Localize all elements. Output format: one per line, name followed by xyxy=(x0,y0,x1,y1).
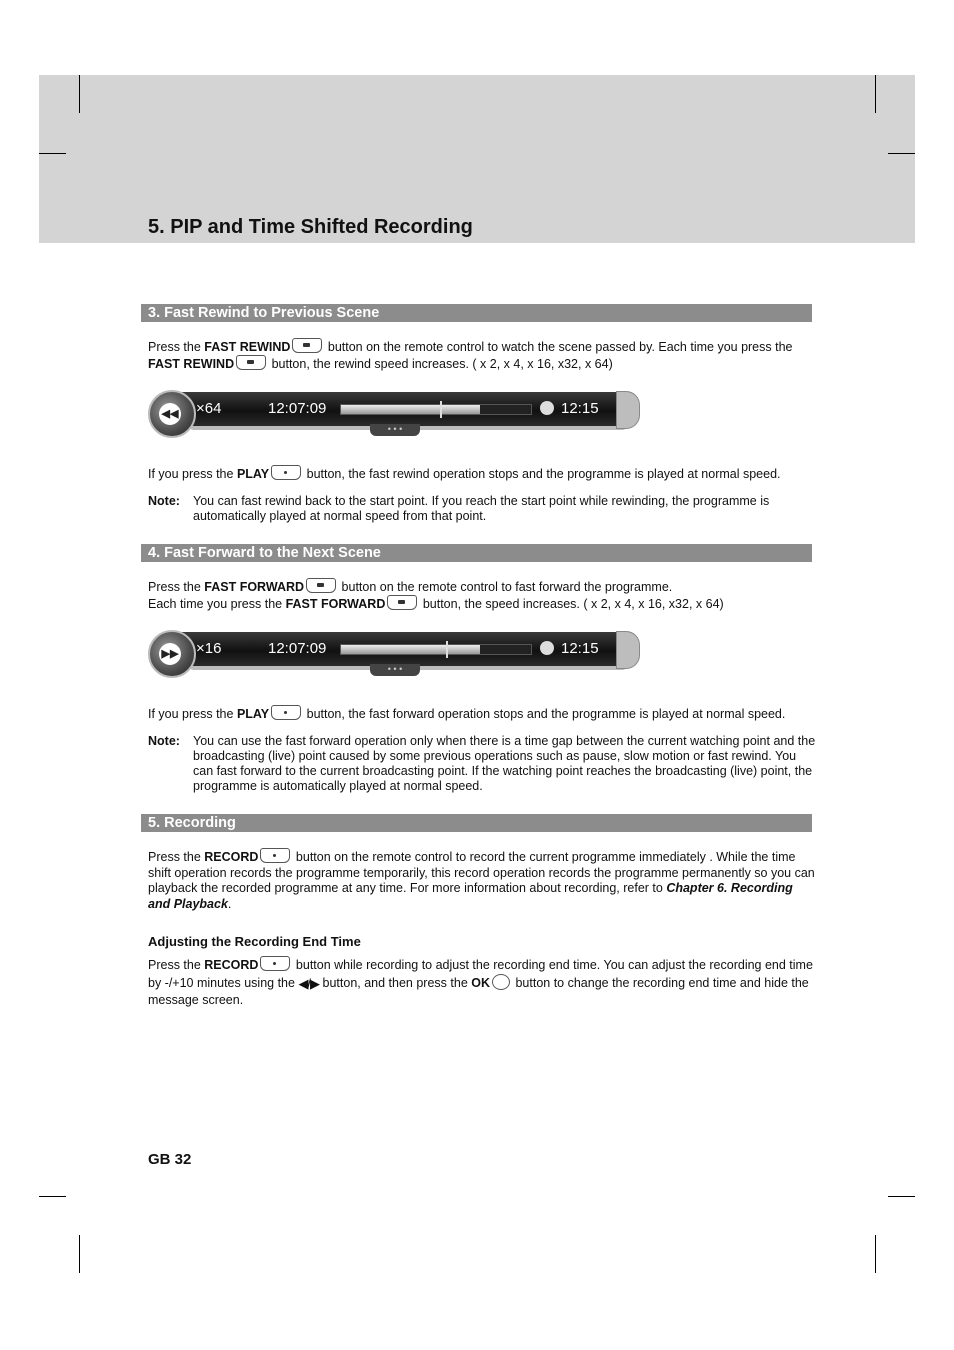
crop-mark xyxy=(39,1196,66,1197)
osd-current-time: 12:07:09 xyxy=(268,640,327,657)
record-button-icon xyxy=(260,848,290,863)
ok-button-icon xyxy=(492,974,510,990)
forward-paragraph: Press the FAST FORWARD button on the remote control to fast forward the programme. Each time you press the FAST FORWARD button, the speed increases. ( x 2, x 4, x 16, x32, x 64) xyxy=(148,580,724,611)
crop-mark xyxy=(79,1235,80,1273)
page-number: GB 32 xyxy=(148,1151,192,1168)
clock-icon xyxy=(540,401,554,415)
crop-mark xyxy=(79,75,80,113)
section-heading-forward: 4. Fast Forward to the Next Scene xyxy=(141,544,812,562)
section-heading-recording: 5. Recording xyxy=(141,814,812,832)
left-right-arrow-icon: ◀/▶ xyxy=(298,976,320,991)
crop-mark xyxy=(888,153,915,154)
play-button-icon xyxy=(271,705,301,720)
osd-progress xyxy=(340,404,532,415)
recording-paragraph: Press the RECORD button on the remote control to record the current programme immediately . While the time shift operation records the programme temporarily, this record operation records the programme permanently so you can playback the recorded programme at any time. For more information about recording, refer to Chapter 6. Recording and Playback. xyxy=(148,850,815,911)
fast-forward-button-icon xyxy=(387,595,417,610)
fast-rewind-button-icon xyxy=(292,338,322,353)
record-button-icon xyxy=(260,956,290,971)
crop-mark xyxy=(888,1196,915,1197)
section-heading-rewind: 3. Fast Rewind to Previous Scene xyxy=(141,304,812,322)
crop-mark xyxy=(875,75,876,113)
osd-tab: • • • xyxy=(370,664,420,676)
recording-subheading: Adjusting the Recording End Time xyxy=(148,934,361,949)
page-title: 5. PIP and Time Shifted Recording xyxy=(148,216,473,238)
osd-end-time: 12:15 xyxy=(561,640,599,657)
osd-current-time: 12:07:09 xyxy=(268,400,327,417)
osd-end-time: 12:15 xyxy=(561,400,599,417)
osd-tab: • • • xyxy=(370,424,420,436)
fast-forward-button-icon xyxy=(306,578,336,593)
forward-play-paragraph: If you press the PLAY button, the fast forward operation stops and the programme is played at normal speed. xyxy=(148,707,786,721)
play-button-icon xyxy=(271,465,301,480)
fast-forward-icon: ▶▶ xyxy=(148,630,196,678)
crop-mark xyxy=(39,153,66,154)
adjust-end-time-paragraph: Press the RECORD button while recording to adjust the recording end time. You can adjust the recording end time by -/+10 minutes using the ◀/▶ button, and then press the OK button to change the recording end time and hide the message screen. xyxy=(148,958,813,1007)
osd-progress xyxy=(340,644,532,655)
forward-note: Note: You can use the fast forward operation only when there is a time gap between the current watching point and the broadcasting (live) point caused by some previous operations such as pause, slow motion or fast rewind. You can fast forward to the current broadcasting point. If the watching point reaches the broadcasting (live) point, the programme is automatically played at normal speed. xyxy=(148,734,816,793)
rewind-note: Note: You can fast rewind back to the start point. If you reach the start point while rewinding, the programme is automatically played at normal speed from that point. xyxy=(148,494,770,523)
osd-speed: ×64 xyxy=(196,400,222,417)
crop-mark xyxy=(875,1235,876,1273)
rewind-icon: ◀◀ xyxy=(148,390,196,438)
clock-icon xyxy=(540,641,554,655)
forward-osd-bar xyxy=(148,630,640,682)
rewind-paragraph: Press the FAST REWIND button on the remote control to watch the scene passed by. Each time you press the FAST REWIND button, the rewind speed increases. ( x 2, x 4, x 16, x32, x 64) xyxy=(148,340,793,371)
rewind-play-paragraph: If you press the PLAY button, the fast rewind operation stops and the programme is played at normal speed. xyxy=(148,467,781,481)
fast-rewind-button-icon xyxy=(236,355,266,370)
rewind-osd-bar xyxy=(148,390,640,442)
osd-speed: ×16 xyxy=(196,640,222,657)
